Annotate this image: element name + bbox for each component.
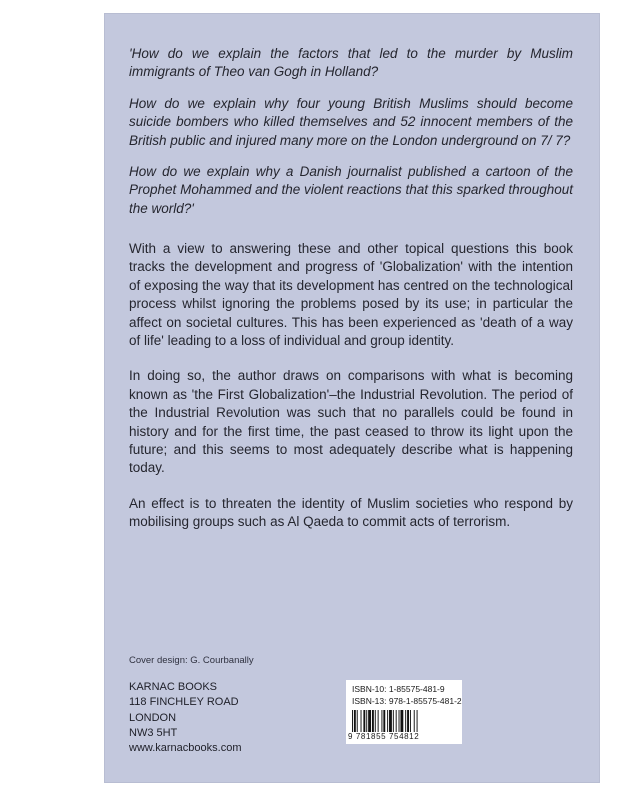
isbn-10: ISBN-10: 1-85575-481-9 [352,684,445,694]
quote-london-bombings: How do we explain why four young British Muslims should become suicide bombers who killed themselves and 52 innocent members of the British public and injured many more on the London underground on 7/ 7? [129,95,573,148]
blurb-quotes [129,45,573,231]
isbn-barcode-label [346,680,462,744]
publisher-website: www.karnacbooks.com [129,742,242,755]
back-cover [105,14,599,782]
cover-design-credit: Cover design: G. Courbanally [129,655,254,666]
quote-danish-cartoon: How do we explain why a Danish journalist published a cartoon of the Prophet Mohammed and the violent reactions that this sparked throughout the world?' [129,164,573,216]
publisher-city: LONDON [129,711,177,724]
publisher-address [129,680,242,756]
barcode-digits: 9 781855 754812 [348,732,420,741]
publisher-postcode: NW3 5HT [129,726,178,739]
publisher-name: KARNAC BOOKS [129,681,218,693]
paragraph-identity: An effect is to threaten the identity of Muslim societies who respond by mobilising groups such as Al Qaeda to commit acts of terrorism. [129,495,573,530]
paragraph-industrial-revolution: In doing so, the author draws on comparisons with what is becoming known as 'the First Globalization'–the Industrial Revolution. The period of the Industrial Revolution was such that no parallels could be found in history and for the first time, the past ceased to throw its light upon the future; and this seems to most adequately describe what is happening today. [129,368,573,476]
paragraph-globalization: With a view to answering these and other topical questions this book tracks the development and progress of 'Globalization' with the intention of exposing the way that its development has centred on the technological process whilst ignoring the problems posed by its use; in particular the affect on societal cultures. This has been experienced as 'death of a way of life' leading to a loss of individual and group identity. [129,241,573,349]
barcode-icon [352,710,456,732]
blurb-body [129,240,573,549]
publisher-street: 118 FINCHLEY ROAD [129,696,239,709]
quote-van-gogh: 'How do we explain the factors that led to the murder by Muslim immigrants of Theo van Gogh in Holland? [129,46,573,80]
isbn-13: ISBN-13: 978-1-85575-481-2 [352,696,462,706]
